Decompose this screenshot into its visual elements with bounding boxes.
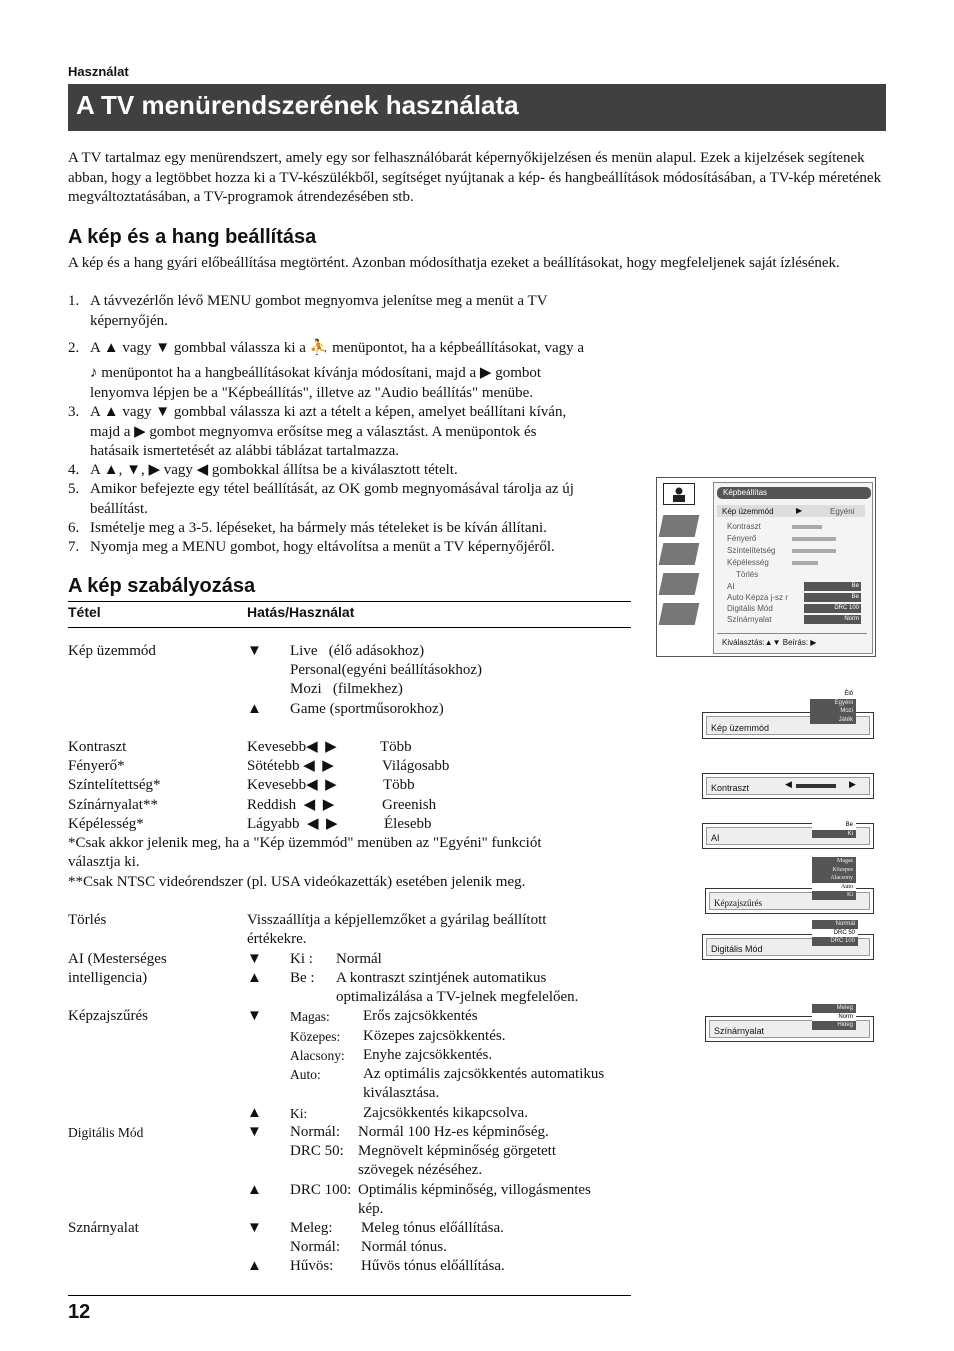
digital-options: Normál DRC 50 DRC 100 — [812, 920, 858, 946]
footnote: **Csak NTSC videórendszer (pl. USA videókazetták) esetében jelenik meg. — [68, 874, 526, 890]
option-text: Normál tónus. — [361, 1239, 447, 1255]
menu-item-value: DRC 100 — [804, 604, 861, 613]
option-text: Zajcsökkentés kikapcsolva. — [363, 1105, 528, 1121]
option-text: Hűvös tónus előállítása. — [361, 1258, 505, 1274]
page-title: A TV menürendszerének használata — [76, 90, 519, 120]
option-key: Ki: — [290, 1106, 308, 1121]
mini-label: AI — [711, 833, 720, 843]
arrow-up-icon: ▲ — [247, 1258, 262, 1274]
slider-right: Élesebb — [384, 816, 432, 832]
menu-item: Képélesség — [727, 558, 769, 567]
title-bar — [68, 84, 886, 131]
slider-bar — [792, 561, 818, 565]
row-label: intelligencia) — [68, 970, 148, 986]
option-text: Optimális képminőség, villogásmentes — [358, 1182, 591, 1198]
menu-item: Kép üzemmód — [722, 507, 774, 516]
page-number: 12 — [68, 1301, 91, 1323]
slider-bar — [796, 784, 836, 788]
option-text: Mozi (filmekhez) — [290, 681, 403, 697]
option-key: Magas: — [290, 1009, 330, 1024]
mini-label: Színárnyalat — [714, 1026, 765, 1036]
play-icon: ▶ — [796, 506, 803, 515]
option-text: Megnövelt képminőség görgetett — [358, 1143, 557, 1159]
option-key: Meleg: — [290, 1220, 333, 1236]
ai-options: Be Ki — [812, 821, 856, 838]
footnote: választja ki. — [68, 854, 140, 870]
mini-label: Kép üzemmód — [711, 723, 770, 733]
setup-icon — [659, 573, 700, 595]
setup-lead: A kép és a hang gyári előbeállítása megtörtént. Azonban módosíthatja ezeket a beállításokat, hogy megfeleljenek saját ízlésének. — [68, 255, 840, 271]
adjust-heading: A kép szabályozása — [68, 575, 256, 597]
arrow-right-icon: ▶ — [849, 779, 856, 789]
menu-item: Színárnyalat — [727, 615, 772, 624]
mini-label: Képzajszűrés — [714, 898, 762, 908]
row-label: Képzajszűrés — [68, 1008, 148, 1024]
arrow-up-icon: ▲ — [247, 970, 262, 986]
setup-heading: A kép és a hang beállítása — [68, 226, 317, 248]
menu-item: Kontraszt — [727, 522, 761, 531]
mini-label: Kontraszt — [711, 783, 750, 793]
option-key: Auto: — [290, 1067, 321, 1082]
option-text: szövegek nézéséhez. — [358, 1162, 483, 1178]
menu-item-value: Norm — [804, 615, 861, 624]
features-icon — [659, 543, 700, 565]
option-key: Ki : — [290, 951, 313, 967]
picture-icon — [663, 483, 695, 505]
option-key: Normál: — [290, 1124, 340, 1140]
footer-rule — [68, 1295, 631, 1296]
option-key: Hűvös: — [290, 1258, 334, 1274]
divider — [717, 633, 867, 634]
arrow-up-icon: ▲ — [247, 1105, 262, 1121]
menu-item-value: Be — [804, 593, 861, 602]
row-label: Sznárnyalat — [68, 1220, 139, 1236]
arrow-down-icon: ▼ — [247, 1124, 262, 1140]
menu-item: Auto Képza j-sz r — [727, 593, 788, 602]
menu-icon-column — [657, 478, 709, 656]
menu-item: Digitális Mód — [727, 604, 773, 613]
mini-label: Digitális Mód — [711, 944, 763, 954]
arrow-down-icon: ▼ — [247, 1008, 262, 1024]
option-key: DRC 100: — [290, 1182, 352, 1198]
slider-left: Lágyabb ◀ ▶ — [247, 816, 338, 832]
slider-right: Greenish — [382, 797, 437, 813]
arrow-left-icon: ◀ — [785, 779, 792, 789]
tv-menu-screenshot — [656, 477, 876, 657]
option-text: Erős zajcsökkentés — [363, 1008, 478, 1024]
slider-bar — [792, 525, 822, 529]
menu-panel — [713, 482, 873, 654]
option-text: Az optimális zajcsökkentés automatikus — [363, 1066, 605, 1082]
divider — [68, 601, 631, 602]
slider-right: Világosabb — [382, 758, 450, 774]
sound-icon — [659, 515, 700, 537]
row-label: Kép üzemmód — [68, 643, 156, 659]
option-text: optimalizálása a TV-jelnek megfelelően. — [336, 989, 579, 1005]
footnote: *Csak akkor jelenik meg, ha a "Kép üzemmód" menüben az "Egyéni" funkciót — [68, 835, 542, 851]
option-key: Közepes: — [290, 1029, 341, 1044]
option-key: Be : — [290, 970, 315, 986]
section-label: Használat — [68, 64, 129, 79]
option-key: Normál: — [290, 1239, 340, 1255]
menu-item: AI — [727, 582, 735, 591]
arrow-up-icon: ▲ — [247, 1182, 262, 1198]
arrow-up-icon: ▲ — [247, 701, 262, 717]
divider — [68, 627, 631, 628]
row-label: Fényerő* — [68, 758, 125, 774]
option-text: A kontraszt szintjének automatikus — [336, 970, 547, 986]
arrow-down-icon: ▼ — [247, 951, 262, 967]
option-text: Personal(egyéni beállításokhoz) — [290, 662, 483, 678]
arrow-down-icon: ▼ — [247, 1220, 262, 1236]
slider-right: Több — [380, 739, 412, 755]
option-key: Alacsony: — [290, 1048, 345, 1063]
menu-item-value: Be — [804, 582, 861, 591]
slider-bar — [792, 549, 836, 553]
row-label: Digitális Mód — [68, 1125, 144, 1140]
row-label: Kontraszt — [68, 739, 127, 755]
option-text: kép. — [358, 1201, 384, 1217]
slider-bar — [792, 537, 836, 541]
preset-icon — [659, 603, 700, 625]
option-text: Enyhe zajcsökkentés. — [363, 1047, 493, 1063]
option-text: kiválasztása. — [363, 1085, 440, 1101]
row-label: AI (Mesterséges — [68, 951, 167, 967]
nr-options: Magas Közepes Alacsony Auto Ki — [812, 857, 856, 900]
option-text: Live (élő adásokhoz) — [290, 643, 425, 659]
row-text: értékekre. — [247, 931, 307, 947]
col-header-item: Tétel — [68, 604, 101, 620]
option-text: Game (sportműsorokhoz) — [290, 701, 444, 717]
row-label: Törlés — [68, 912, 107, 928]
slider-left: Kevesebb◀ ▶ — [247, 739, 337, 755]
menu-item-value: Egyéni — [830, 507, 855, 516]
menu-footer: Kiválasztás:▲▼ Beírás: ▶ — [722, 638, 817, 647]
slider-left: Reddish ◀ ▶ — [247, 797, 335, 813]
menu-item: Fényerő — [727, 534, 757, 543]
row-label: Színtelítettség* — [68, 777, 161, 793]
col-header-effect: Hatás/Használat — [247, 604, 355, 620]
option-text: Meleg tónus előállítása. — [361, 1220, 504, 1236]
menu-header: Képbeállítas — [717, 487, 871, 499]
arrow-down-icon: ▼ — [247, 643, 262, 659]
option-text: Normál — [336, 951, 382, 967]
intro-paragraph: A TV tartalmaz egy menürendszert, amely egy sor felhasználóbarát képernyőkijelzésen és menün alapul. Ezek a kijelzések segítenek abban, hogy a legtöbbet hozza ki a TV-készülékből, segítséget nyújtanak a kép- és hangbeállítások módosításában, a TV-kép méretének megváltoztatásában, a TV-programok átrendezésében stb. — [68, 150, 882, 205]
slider-right: Több — [383, 777, 415, 793]
row-text: Visszaállítja a képjellemzőket a gyárilag beállított — [247, 912, 547, 928]
menu-item: Színtelítetség — [727, 546, 776, 555]
row-label: Képélesség* — [68, 816, 144, 832]
option-key: DRC 50: — [290, 1143, 344, 1159]
tint-options: Meleg Norm Hideg — [812, 1004, 856, 1030]
slider-left: Kevesebb◀ ▶ — [247, 777, 337, 793]
menu-item: Törlés — [736, 570, 759, 579]
slider-left: Sötétebb ◀ ▶ — [247, 758, 334, 774]
mode-options: Élő Egyéni Mozi Játék — [810, 690, 856, 724]
mini-contrast-menu — [702, 773, 874, 799]
option-text: Normál 100 Hz-es képminőség. — [358, 1124, 549, 1140]
row-label: Színárnyalat** — [68, 797, 158, 813]
option-text: Közepes zajcsökkentés. — [363, 1028, 506, 1044]
